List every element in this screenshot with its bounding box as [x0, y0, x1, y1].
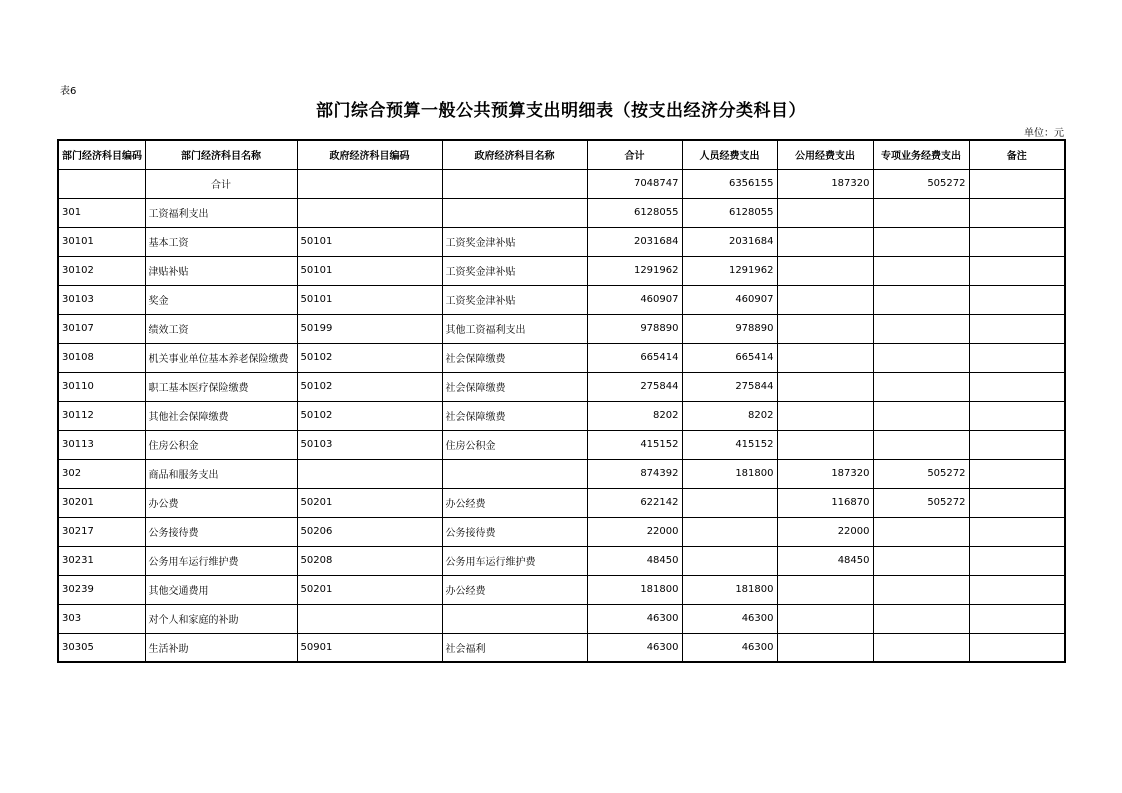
cell-special: 505272 [873, 488, 969, 517]
cell-gov-code: 50102 [297, 372, 442, 401]
header-special: 专项业务经费支出 [873, 140, 969, 169]
cell-public [777, 256, 873, 285]
table-row [58, 285, 1065, 314]
cell-total: 2031684 [587, 227, 682, 256]
cell-gov-name: 办公经费 [442, 575, 587, 604]
header-remarks: 备注 [969, 140, 1065, 169]
cell-dept-name: 绩效工资 [145, 314, 297, 343]
cell-gov-name [442, 169, 587, 198]
cell-dept-name: 工资福利支出 [145, 198, 297, 227]
cell-special [873, 430, 969, 459]
cell-gov-name: 社会保障缴费 [442, 401, 587, 430]
cell-total: 7048747 [587, 169, 682, 198]
cell-dept-code: 30231 [58, 546, 145, 575]
cell-total: 1291962 [587, 256, 682, 285]
cell-special [873, 633, 969, 662]
expenditure-detail-table [57, 139, 1066, 663]
cell-total: 874392 [587, 459, 682, 488]
header-row [58, 140, 1065, 169]
cell-public: 22000 [777, 517, 873, 546]
cell-gov-name: 社会保障缴费 [442, 343, 587, 372]
cell-dept-code: 301 [58, 198, 145, 227]
cell-gov-code: 50101 [297, 285, 442, 314]
cell-public [777, 372, 873, 401]
cell-total: 181800 [587, 575, 682, 604]
cell-gov-name: 办公经费 [442, 488, 587, 517]
cell-remarks [969, 314, 1065, 343]
table-row [58, 604, 1065, 633]
cell-gov-name [442, 198, 587, 227]
cell-total: 622142 [587, 488, 682, 517]
cell-personnel [682, 488, 777, 517]
header-total: 合计 [587, 140, 682, 169]
cell-total: 8202 [587, 401, 682, 430]
cell-remarks [969, 430, 1065, 459]
cell-special: 505272 [873, 459, 969, 488]
header-personnel: 人员经费支出 [682, 140, 777, 169]
cell-personnel: 6128055 [682, 198, 777, 227]
table-row [58, 198, 1065, 227]
cell-personnel: 415152 [682, 430, 777, 459]
cell-remarks [969, 372, 1065, 401]
cell-public [777, 604, 873, 633]
cell-special [873, 372, 969, 401]
table-row [58, 372, 1065, 401]
cell-special [873, 198, 969, 227]
cell-public [777, 314, 873, 343]
cell-remarks [969, 488, 1065, 517]
cell-gov-name: 公务接待费 [442, 517, 587, 546]
header-dept-code: 部门经济科目编码 [58, 140, 145, 169]
header-gov-name: 政府经济科目名称 [442, 140, 587, 169]
cell-dept-code: 30103 [58, 285, 145, 314]
cell-dept-name: 商品和服务支出 [145, 459, 297, 488]
header-gov-code: 政府经济科目编码 [297, 140, 442, 169]
cell-remarks [969, 575, 1065, 604]
cell-special [873, 314, 969, 343]
cell-dept-name: 其他社会保障缴费 [145, 401, 297, 430]
cell-special [873, 401, 969, 430]
cell-remarks [969, 256, 1065, 285]
cell-remarks [969, 227, 1065, 256]
cell-public [777, 227, 873, 256]
cell-special [873, 285, 969, 314]
cell-personnel: 1291962 [682, 256, 777, 285]
header-public: 公用经费支出 [777, 140, 873, 169]
cell-personnel: 46300 [682, 604, 777, 633]
cell-dept-code: 30110 [58, 372, 145, 401]
cell-gov-name: 工资奖金津补贴 [442, 256, 587, 285]
cell-public [777, 285, 873, 314]
cell-gov-code: 50201 [297, 488, 442, 517]
table-row [58, 517, 1065, 546]
cell-total: 22000 [587, 517, 682, 546]
table-row [58, 227, 1065, 256]
table-row [58, 488, 1065, 517]
cell-gov-name: 工资奖金津补贴 [442, 285, 587, 314]
cell-personnel: 8202 [682, 401, 777, 430]
cell-dept-code: 303 [58, 604, 145, 633]
cell-total: 46300 [587, 633, 682, 662]
cell-dept-name: 对个人和家庭的补助 [145, 604, 297, 633]
cell-remarks [969, 401, 1065, 430]
total-row [58, 169, 1065, 198]
cell-dept-code: 30239 [58, 575, 145, 604]
cell-personnel: 275844 [682, 372, 777, 401]
cell-gov-code: 50208 [297, 546, 442, 575]
cell-dept-code: 30101 [58, 227, 145, 256]
cell-special: 505272 [873, 169, 969, 198]
cell-gov-code [297, 169, 442, 198]
table-row [58, 633, 1065, 662]
cell-remarks [969, 517, 1065, 546]
cell-special [873, 546, 969, 575]
cell-dept-code [58, 169, 145, 198]
cell-public: 48450 [777, 546, 873, 575]
cell-dept-code: 30305 [58, 633, 145, 662]
cell-gov-code: 50101 [297, 227, 442, 256]
cell-gov-code: 50199 [297, 314, 442, 343]
cell-remarks [969, 633, 1065, 662]
cell-special [873, 227, 969, 256]
cell-dept-name: 奖金 [145, 285, 297, 314]
cell-personnel: 46300 [682, 633, 777, 662]
cell-dept-name: 职工基本医疗保险缴费 [145, 372, 297, 401]
cell-special [873, 343, 969, 372]
cell-personnel: 181800 [682, 575, 777, 604]
cell-dept-name: 基本工资 [145, 227, 297, 256]
cell-public [777, 198, 873, 227]
cell-gov-name: 社会保障缴费 [442, 372, 587, 401]
table-row [58, 314, 1065, 343]
cell-special [873, 256, 969, 285]
cell-remarks [969, 459, 1065, 488]
cell-dept-code: 30112 [58, 401, 145, 430]
cell-total: 275844 [587, 372, 682, 401]
cell-public [777, 633, 873, 662]
cell-personnel: 978890 [682, 314, 777, 343]
cell-gov-code: 50103 [297, 430, 442, 459]
cell-special [873, 575, 969, 604]
cell-public: 187320 [777, 459, 873, 488]
cell-public [777, 401, 873, 430]
cell-gov-name: 住房公积金 [442, 430, 587, 459]
cell-gov-code: 50201 [297, 575, 442, 604]
cell-gov-code: 50206 [297, 517, 442, 546]
cell-remarks [969, 285, 1065, 314]
cell-dept-name: 生活补助 [145, 633, 297, 662]
cell-dept-name: 津贴补贴 [145, 256, 297, 285]
cell-dept-name: 公务用车运行维护费 [145, 546, 297, 575]
cell-remarks [969, 546, 1065, 575]
cell-dept-name: 合计 [145, 169, 297, 198]
cell-remarks [969, 604, 1065, 633]
cell-remarks [969, 169, 1065, 198]
cell-gov-code [297, 604, 442, 633]
cell-gov-name [442, 604, 587, 633]
cell-personnel: 181800 [682, 459, 777, 488]
cell-public [777, 430, 873, 459]
cell-gov-code: 50901 [297, 633, 442, 662]
cell-gov-name: 工资奖金津补贴 [442, 227, 587, 256]
cell-dept-code: 30201 [58, 488, 145, 517]
cell-dept-code: 30108 [58, 343, 145, 372]
cell-dept-code: 30107 [58, 314, 145, 343]
header-dept-name: 部门经济科目名称 [145, 140, 297, 169]
cell-dept-code: 302 [58, 459, 145, 488]
cell-gov-code: 50101 [297, 256, 442, 285]
cell-dept-code: 30217 [58, 517, 145, 546]
cell-personnel: 6356155 [682, 169, 777, 198]
table-number-label: 表6 [60, 86, 77, 97]
cell-personnel: 2031684 [682, 227, 777, 256]
unit-label: 单位：元 [1024, 128, 1064, 139]
cell-personnel: 460907 [682, 285, 777, 314]
cell-dept-name: 机关事业单位基本养老保险缴费 [145, 343, 297, 372]
cell-total: 978890 [587, 314, 682, 343]
cell-gov-name: 公务用车运行维护费 [442, 546, 587, 575]
cell-public [777, 575, 873, 604]
cell-dept-code: 30102 [58, 256, 145, 285]
cell-personnel [682, 517, 777, 546]
cell-personnel: 665414 [682, 343, 777, 372]
cell-public: 116870 [777, 488, 873, 517]
cell-special [873, 604, 969, 633]
page-title: 部门综合预算一般公共预算支出明细表（按支出经济分类科目） [316, 101, 806, 121]
cell-total: 460907 [587, 285, 682, 314]
cell-total: 6128055 [587, 198, 682, 227]
cell-gov-code: 50102 [297, 343, 442, 372]
table-row [58, 343, 1065, 372]
cell-public: 187320 [777, 169, 873, 198]
cell-dept-name: 其他交通费用 [145, 575, 297, 604]
table-row [58, 575, 1065, 604]
cell-special [873, 517, 969, 546]
table-row [58, 401, 1065, 430]
cell-total: 665414 [587, 343, 682, 372]
table-row [58, 256, 1065, 285]
cell-dept-name: 办公费 [145, 488, 297, 517]
cell-remarks [969, 343, 1065, 372]
cell-gov-name [442, 459, 587, 488]
cell-dept-name: 住房公积金 [145, 430, 297, 459]
table-row [58, 546, 1065, 575]
cell-gov-code [297, 459, 442, 488]
cell-dept-name: 公务接待费 [145, 517, 297, 546]
cell-public [777, 343, 873, 372]
cell-personnel [682, 546, 777, 575]
cell-total: 415152 [587, 430, 682, 459]
cell-gov-code: 50102 [297, 401, 442, 430]
cell-dept-code: 30113 [58, 430, 145, 459]
table-row [58, 430, 1065, 459]
cell-total: 48450 [587, 546, 682, 575]
cell-total: 46300 [587, 604, 682, 633]
cell-remarks [969, 198, 1065, 227]
cell-gov-name: 社会福利 [442, 633, 587, 662]
cell-gov-code [297, 198, 442, 227]
cell-gov-name: 其他工资福利支出 [442, 314, 587, 343]
table-row [58, 459, 1065, 488]
